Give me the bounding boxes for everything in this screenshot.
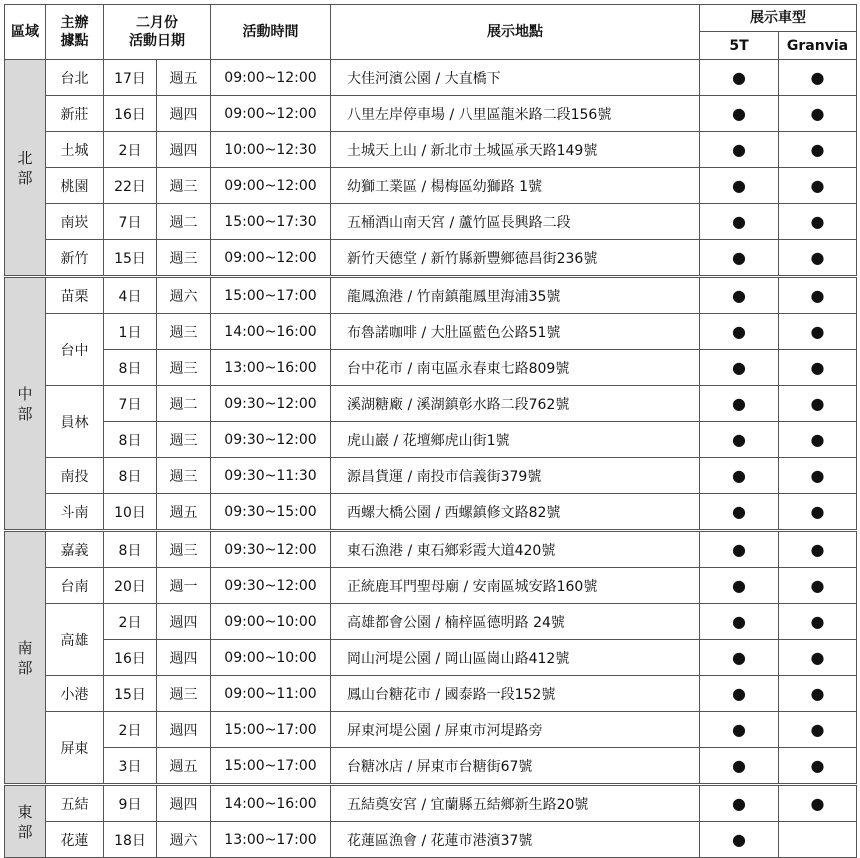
bullet-icon: ●: [732, 248, 746, 267]
site-cell: 小港: [46, 676, 104, 712]
weekday-cell: 週四: [157, 132, 211, 168]
header-model-granvia: Granvia: [779, 32, 857, 60]
day-cell: 7日: [104, 386, 157, 422]
bullet-icon: ●: [732, 576, 746, 595]
bullet-icon: ●: [732, 466, 746, 485]
time-cell: 09:30~12:00: [211, 386, 331, 422]
header-region: 區域: [5, 5, 46, 60]
model-granvia-cell: [779, 640, 857, 676]
day-cell: 17日: [104, 60, 157, 96]
table-row: [5, 60, 857, 96]
bullet-icon: ●: [732, 612, 746, 631]
day-cell: 9日: [104, 785, 157, 822]
weekday-cell: 週三: [157, 422, 211, 458]
bullet-icon: ●: [732, 430, 746, 449]
location-cell: 土城天上山 / 新北市土城區承天路149號: [331, 132, 700, 168]
time-cell: 15:00~17:00: [211, 277, 331, 314]
bullet-icon: ●: [732, 756, 746, 775]
site-cell: 南崁: [46, 204, 104, 240]
region-cell: 南 部: [5, 531, 46, 785]
location-cell: 高雄都會公園 / 楠梓區德明路 24號: [331, 604, 700, 640]
bullet-icon: ●: [810, 540, 825, 559]
model-5t-cell: [700, 604, 779, 640]
bullet-icon: ●: [732, 794, 746, 813]
location-cell: 台中花市 / 南屯區永春東七路809號: [331, 350, 700, 386]
bullet-icon: ●: [732, 286, 746, 305]
model-5t-cell: [700, 314, 779, 350]
weekday-cell: 週四: [157, 640, 211, 676]
site-cell: 台南: [46, 568, 104, 604]
day-cell: 2日: [104, 132, 157, 168]
time-cell: 15:00~17:00: [211, 712, 331, 748]
bullet-icon: ●: [810, 322, 825, 341]
bullet-icon: ●: [810, 176, 825, 195]
bullet-icon: ●: [810, 684, 825, 703]
model-granvia-cell: [779, 822, 857, 858]
day-cell: 8日: [104, 350, 157, 386]
bullet-icon: ●: [732, 68, 746, 87]
day-cell: 22日: [104, 168, 157, 204]
day-cell: 3日: [104, 748, 157, 785]
weekday-cell: 週三: [157, 458, 211, 494]
model-5t-cell: [700, 386, 779, 422]
weekday-cell: 週三: [157, 240, 211, 277]
model-5t-cell: [700, 458, 779, 494]
region-cell: 東 部: [5, 785, 46, 858]
site-cell: 屏東: [46, 712, 104, 785]
event-schedule-table: [4, 4, 857, 858]
location-cell: 虎山巖 / 花壇鄉虎山街1號: [331, 422, 700, 458]
model-5t-cell: [700, 568, 779, 604]
day-cell: 15日: [104, 240, 157, 277]
model-granvia-cell: [779, 712, 857, 748]
bullet-icon: ●: [810, 794, 825, 813]
table-row: [5, 240, 857, 277]
model-5t-cell: [700, 494, 779, 531]
time-cell: 13:00~16:00: [211, 350, 331, 386]
bullet-icon: ●: [810, 648, 825, 667]
bullet-icon: ●: [810, 756, 825, 775]
day-cell: 15日: [104, 676, 157, 712]
model-5t-cell: [700, 748, 779, 785]
weekday-cell: 週四: [157, 712, 211, 748]
model-5t-cell: [700, 240, 779, 277]
model-granvia-cell: [779, 531, 857, 568]
time-cell: 09:00~10:00: [211, 640, 331, 676]
weekday-cell: 週四: [157, 96, 211, 132]
weekday-cell: 週二: [157, 386, 211, 422]
bullet-icon: ●: [732, 684, 746, 703]
time-cell: 09:00~12:00: [211, 60, 331, 96]
bullet-icon: ●: [732, 830, 746, 849]
site-cell: 新竹: [46, 240, 104, 277]
table-row: [5, 168, 857, 204]
site-cell: 員林: [46, 386, 104, 458]
weekday-cell: 週三: [157, 531, 211, 568]
site-cell: 嘉義: [46, 531, 104, 568]
model-5t-cell: [700, 640, 779, 676]
location-cell: 花蓮區漁會 / 花蓮市港濱37號: [331, 822, 700, 858]
site-cell: 苗栗: [46, 277, 104, 314]
model-granvia-cell: [779, 785, 857, 822]
table-row: [5, 277, 857, 314]
table-row: [5, 604, 857, 640]
table-row: [5, 350, 857, 386]
site-cell: 五結: [46, 785, 104, 822]
site-cell: 花蓮: [46, 822, 104, 858]
weekday-cell: 週五: [157, 494, 211, 531]
header-time: 活動時間: [211, 5, 331, 60]
model-5t-cell: [700, 277, 779, 314]
bullet-icon: ●: [732, 212, 746, 231]
model-granvia-cell: [779, 386, 857, 422]
table-row: [5, 748, 857, 785]
bullet-icon: ●: [732, 104, 746, 123]
model-granvia-cell: [779, 350, 857, 386]
day-cell: 8日: [104, 458, 157, 494]
model-granvia-cell: [779, 60, 857, 96]
location-cell: 新竹天德堂 / 新竹縣新豐鄉德昌街236號: [331, 240, 700, 277]
time-cell: 09:00~12:00: [211, 168, 331, 204]
time-cell: 09:30~12:00: [211, 531, 331, 568]
time-cell: 10:00~12:30: [211, 132, 331, 168]
bullet-icon: ●: [810, 358, 825, 377]
bullet-icon: ●: [732, 648, 746, 667]
day-cell: 7日: [104, 204, 157, 240]
day-cell: 8日: [104, 531, 157, 568]
model-granvia-cell: [779, 676, 857, 712]
model-5t-cell: [700, 676, 779, 712]
day-cell: 2日: [104, 604, 157, 640]
location-cell: 鳳山台糖花市 / 國泰路一段152號: [331, 676, 700, 712]
bullet-icon: ●: [810, 720, 825, 739]
table-row: [5, 712, 857, 748]
location-cell: 岡山河堤公園 / 岡山區崗山路412號: [331, 640, 700, 676]
day-cell: 16日: [104, 96, 157, 132]
time-cell: 15:00~17:00: [211, 748, 331, 785]
region-cell: 中 部: [5, 277, 46, 531]
time-cell: 15:00~17:30: [211, 204, 331, 240]
model-granvia-cell: [779, 748, 857, 785]
bullet-icon: ●: [810, 104, 825, 123]
model-granvia-cell: [779, 422, 857, 458]
time-cell: 13:00~17:00: [211, 822, 331, 858]
model-granvia-cell: [779, 604, 857, 640]
time-cell: 09:00~12:00: [211, 240, 331, 277]
weekday-cell: 週六: [157, 822, 211, 858]
bullet-icon: ●: [810, 286, 825, 305]
bullet-icon: ●: [732, 322, 746, 341]
table-row: [5, 785, 857, 822]
bullet-icon: ●: [810, 466, 825, 485]
model-5t-cell: [700, 204, 779, 240]
site-cell: 高雄: [46, 604, 104, 676]
day-cell: 10日: [104, 494, 157, 531]
model-granvia-cell: [779, 494, 857, 531]
bullet-icon: ●: [810, 430, 825, 449]
table-row: [5, 458, 857, 494]
bullet-icon: ●: [732, 540, 746, 559]
table-row: [5, 96, 857, 132]
site-cell: 南投: [46, 458, 104, 494]
weekday-cell: 週五: [157, 60, 211, 96]
table-row: [5, 822, 857, 858]
location-cell: 八里左岸停車場 / 八里區龍米路二段156號: [331, 96, 700, 132]
model-5t-cell: [700, 712, 779, 748]
model-granvia-cell: [779, 132, 857, 168]
time-cell: 14:00~16:00: [211, 785, 331, 822]
time-cell: 14:00~16:00: [211, 314, 331, 350]
schedule-body: [5, 60, 857, 858]
model-granvia-cell: [779, 568, 857, 604]
bullet-icon: ●: [810, 68, 825, 87]
site-cell: 台中: [46, 314, 104, 386]
weekday-cell: 週四: [157, 604, 211, 640]
model-5t-cell: [700, 785, 779, 822]
model-5t-cell: [700, 422, 779, 458]
time-cell: 09:00~12:00: [211, 96, 331, 132]
day-cell: 8日: [104, 422, 157, 458]
time-cell: 09:30~12:00: [211, 568, 331, 604]
location-cell: 東石漁港 / 東石鄉彩霞大道420號: [331, 531, 700, 568]
header-models: 展示車型: [700, 5, 857, 32]
location-cell: 源昌貨運 / 南投市信義街379號: [331, 458, 700, 494]
bullet-icon: ●: [810, 248, 825, 267]
region-cell: 北 部: [5, 60, 46, 277]
model-granvia-cell: [779, 96, 857, 132]
weekday-cell: 週六: [157, 277, 211, 314]
header-base: 主辦 據點: [46, 5, 104, 60]
model-granvia-cell: [779, 277, 857, 314]
weekday-cell: 週五: [157, 748, 211, 785]
weekday-cell: 週三: [157, 168, 211, 204]
location-cell: 大佳河濱公園 / 大直橋下: [331, 60, 700, 96]
model-5t-cell: [700, 60, 779, 96]
day-cell: 16日: [104, 640, 157, 676]
table-row: [5, 676, 857, 712]
weekday-cell: 週三: [157, 314, 211, 350]
weekday-cell: 週二: [157, 204, 211, 240]
bullet-icon: ●: [732, 502, 746, 521]
bullet-icon: ●: [810, 612, 825, 631]
location-cell: 溪湖糖廠 / 溪湖鎮彰水路二段762號: [331, 386, 700, 422]
model-5t-cell: [700, 531, 779, 568]
day-cell: 2日: [104, 712, 157, 748]
bullet-icon: ●: [732, 140, 746, 159]
time-cell: 09:00~10:00: [211, 604, 331, 640]
model-5t-cell: [700, 350, 779, 386]
location-cell: 龍鳳漁港 / 竹南鎮龍鳳里海浦35號: [331, 277, 700, 314]
weekday-cell: 週三: [157, 676, 211, 712]
table-row: [5, 422, 857, 458]
site-cell: 桃園: [46, 168, 104, 204]
location-cell: 幼獅工業區 / 楊梅區幼獅路 1號: [331, 168, 700, 204]
bullet-icon: ●: [810, 140, 825, 159]
table-row: [5, 386, 857, 422]
bullet-icon: ●: [810, 394, 825, 413]
location-cell: 台糖冰店 / 屏東市台糖街67號: [331, 748, 700, 785]
site-cell: 台北: [46, 60, 104, 96]
weekday-cell: 週四: [157, 785, 211, 822]
model-granvia-cell: [779, 458, 857, 494]
location-cell: 西螺大橋公園 / 西螺鎮修文路82號: [331, 494, 700, 531]
day-cell: 1日: [104, 314, 157, 350]
table-row: [5, 640, 857, 676]
header-model-5t: 5T: [700, 32, 779, 60]
location-cell: 正統鹿耳門聖母廟 / 安南區城安路160號: [331, 568, 700, 604]
weekday-cell: 週三: [157, 350, 211, 386]
table-row: [5, 531, 857, 568]
site-cell: 土城: [46, 132, 104, 168]
bullet-icon: ●: [810, 212, 825, 231]
bullet-icon: ●: [732, 720, 746, 739]
weekday-cell: 週一: [157, 568, 211, 604]
site-cell: 斗南: [46, 494, 104, 531]
model-granvia-cell: [779, 204, 857, 240]
day-cell: 20日: [104, 568, 157, 604]
model-5t-cell: [700, 132, 779, 168]
location-cell: 五桶酒山南天宮 / 蘆竹區長興路二段: [331, 204, 700, 240]
table-row: [5, 132, 857, 168]
location-cell: 布魯諾咖啡 / 大肚區藍色公路51號: [331, 314, 700, 350]
bullet-icon: ●: [732, 176, 746, 195]
time-cell: 09:30~11:30: [211, 458, 331, 494]
bullet-icon: ●: [732, 358, 746, 377]
location-cell: 五結奠安宮 / 宜蘭縣五結鄉新生路20號: [331, 785, 700, 822]
model-5t-cell: [700, 96, 779, 132]
time-cell: 09:30~15:00: [211, 494, 331, 531]
day-cell: 18日: [104, 822, 157, 858]
table-row: [5, 568, 857, 604]
location-cell: 屏東河堤公園 / 屏東市河堤路旁: [331, 712, 700, 748]
model-5t-cell: [700, 822, 779, 858]
bullet-icon: ●: [810, 502, 825, 521]
bullet-icon: ●: [732, 394, 746, 413]
table-row: [5, 204, 857, 240]
model-granvia-cell: [779, 168, 857, 204]
site-cell: 新莊: [46, 96, 104, 132]
bullet-icon: ●: [810, 576, 825, 595]
time-cell: 09:00~11:00: [211, 676, 331, 712]
header-date: 二月份 活動日期: [104, 5, 211, 60]
time-cell: 09:30~12:00: [211, 422, 331, 458]
table-row: [5, 314, 857, 350]
model-granvia-cell: [779, 240, 857, 277]
day-cell: 4日: [104, 277, 157, 314]
model-5t-cell: [700, 168, 779, 204]
model-granvia-cell: [779, 314, 857, 350]
table-row: [5, 494, 857, 531]
header-location: 展示地點: [331, 5, 700, 60]
